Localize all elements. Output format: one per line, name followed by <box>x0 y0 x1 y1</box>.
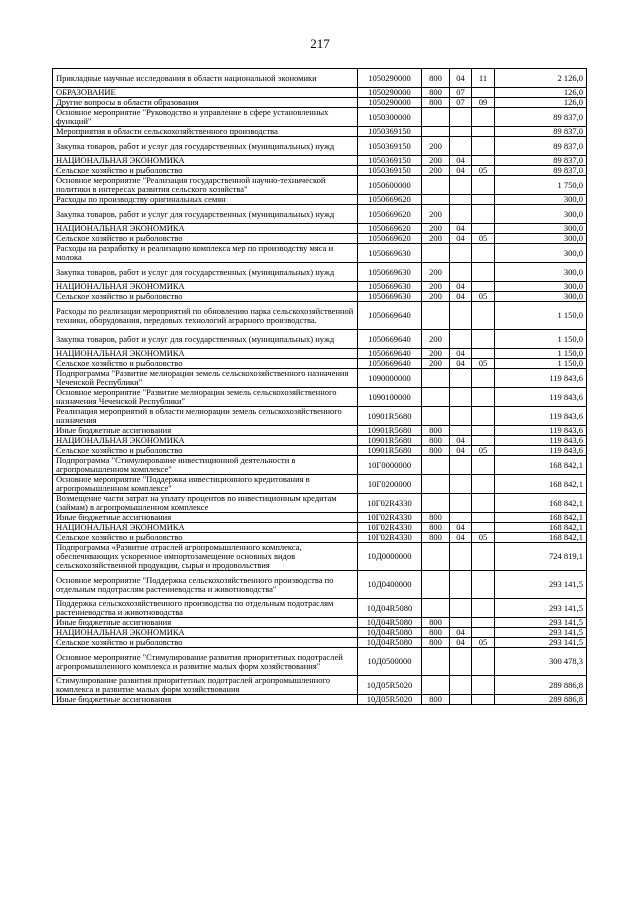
row-subsection <box>472 88 495 98</box>
row-expense-type: 800 <box>422 446 450 456</box>
row-name: Поддержка сельскохозяйственного производства по отдельным подотраслям растениеводства и животноводства <box>53 599 358 618</box>
row-subsection <box>472 369 495 388</box>
row-expense-type <box>422 244 450 263</box>
row-name: Основное мероприятие "Поддержка инвестиционного кредитования в агропромышленном комплексе" <box>53 475 358 494</box>
row-expense-type: 200 <box>422 359 450 369</box>
table-row <box>53 571 587 599</box>
row-amount: 300,0 <box>495 195 587 205</box>
row-subsection <box>472 137 495 156</box>
budget-table <box>52 68 587 705</box>
row-code: 1050369150 <box>358 137 422 156</box>
row-code: 10Г02R4330 <box>358 523 422 533</box>
row-section <box>450 137 472 156</box>
row-amount: 2 126,0 <box>495 69 587 88</box>
row-amount: 89 837,0 <box>495 108 587 127</box>
row-section <box>450 618 472 628</box>
row-expense-type <box>422 369 450 388</box>
row-code: 1050669630 <box>358 292 422 302</box>
row-name: Возмещение части затрат на уплату процентов по инвестиционным кредитам (займам) в агропромышленном комплексе <box>53 494 358 513</box>
row-amount: 168 842,1 <box>495 494 587 513</box>
table-row <box>53 436 587 446</box>
row-subsection: 05 <box>472 359 495 369</box>
row-section: 04 <box>450 292 472 302</box>
row-section <box>450 302 472 330</box>
row-expense-type: 200 <box>422 292 450 302</box>
row-section: 04 <box>450 359 472 369</box>
row-name: Основное мероприятие "Реализация государственной научно-технической политики в интересах развития сельского хозяйства" <box>53 176 358 195</box>
row-subsection <box>472 676 495 695</box>
row-section <box>450 695 472 705</box>
row-name: Закупка товаров, работ и услуг для государственных (муниципальных) нужд <box>53 263 358 282</box>
table-row <box>53 224 587 234</box>
row-section <box>450 648 472 676</box>
row-code: 1050290000 <box>358 69 422 88</box>
row-section: 04 <box>450 166 472 176</box>
row-amount: 89 837,0 <box>495 156 587 166</box>
row-expense-type <box>422 302 450 330</box>
table-row <box>53 156 587 166</box>
row-amount: 119 843,6 <box>495 436 587 446</box>
row-code: 10Д04R5080 <box>358 638 422 648</box>
row-expense-type: 200 <box>422 349 450 359</box>
row-code: 10901R5680 <box>358 436 422 446</box>
row-code: 10Г02R4330 <box>358 533 422 543</box>
row-subsection: 05 <box>472 638 495 648</box>
row-amount: 300 478,3 <box>495 648 587 676</box>
row-code: 1090000000 <box>358 369 422 388</box>
row-section <box>450 195 472 205</box>
table-row <box>53 205 587 224</box>
row-amount: 168 842,1 <box>495 523 587 533</box>
row-code: 1050669640 <box>358 349 422 359</box>
row-amount: 119 843,6 <box>495 426 587 436</box>
row-expense-type <box>422 195 450 205</box>
row-section: 04 <box>450 224 472 234</box>
row-code: 1090100000 <box>358 388 422 407</box>
row-subsection: 09 <box>472 98 495 108</box>
row-code: 1050669640 <box>358 359 422 369</box>
row-subsection <box>472 302 495 330</box>
row-code: 1050300000 <box>358 108 422 127</box>
row-code: 1050669630 <box>358 263 422 282</box>
row-code: 1050669620 <box>358 205 422 224</box>
row-section: 04 <box>450 523 472 533</box>
row-amount: 293 141,5 <box>495 638 587 648</box>
row-code: 1050669640 <box>358 302 422 330</box>
table-row <box>53 618 587 628</box>
row-amount: 1 750,0 <box>495 176 587 195</box>
row-name: Иные бюджетные ассигнования <box>53 426 358 436</box>
row-amount: 1 150,0 <box>495 349 587 359</box>
row-expense-type: 800 <box>422 523 450 533</box>
row-expense-type <box>422 407 450 426</box>
table-row <box>53 648 587 676</box>
row-section <box>450 127 472 137</box>
row-subsection <box>472 127 495 137</box>
table-row <box>53 407 587 426</box>
table-row <box>53 137 587 156</box>
row-section: 04 <box>450 533 472 543</box>
table-row <box>53 628 587 638</box>
row-section: 04 <box>450 446 472 456</box>
row-name: Иные бюджетные ассигнования <box>53 513 358 523</box>
row-code: 1050600000 <box>358 176 422 195</box>
row-expense-type: 200 <box>422 330 450 349</box>
row-amount: 289 886,8 <box>495 676 587 695</box>
table-row <box>53 359 587 369</box>
row-section: 04 <box>450 69 472 88</box>
row-code: 10Д04R5080 <box>358 618 422 628</box>
row-code: 10Д04R5080 <box>358 599 422 618</box>
row-expense-type: 200 <box>422 205 450 224</box>
row-section <box>450 388 472 407</box>
row-amount: 293 141,5 <box>495 599 587 618</box>
row-subsection <box>472 330 495 349</box>
row-expense-type <box>422 571 450 599</box>
table-row <box>53 176 587 195</box>
row-amount: 168 842,1 <box>495 533 587 543</box>
row-name: Расходы по реализации мероприятий по обновлению парка сельскохозяйственной техники, оборудования, передовых технологий аграрного производства. <box>53 302 358 330</box>
row-code: 10Д0500000 <box>358 648 422 676</box>
table-row <box>53 195 587 205</box>
row-amount: 293 141,5 <box>495 618 587 628</box>
row-subsection <box>472 282 495 292</box>
row-subsection <box>472 205 495 224</box>
row-name: НАЦИОНАЛЬНАЯ ЭКОНОМИКА <box>53 628 358 638</box>
row-amount: 289 886,8 <box>495 695 587 705</box>
row-code: 1050669620 <box>358 195 422 205</box>
row-section: 04 <box>450 628 472 638</box>
row-section <box>450 494 472 513</box>
row-section: 07 <box>450 98 472 108</box>
row-name: Подпрограмма "Развитие мелиорации земель сельскохозяйственного назначения Чеченской Республики" <box>53 369 358 388</box>
row-code: 10Г0000000 <box>358 456 422 475</box>
row-expense-type: 800 <box>422 628 450 638</box>
row-expense-type <box>422 127 450 137</box>
row-amount: 89 837,0 <box>495 127 587 137</box>
row-subsection <box>472 456 495 475</box>
row-name: Подпрограмма "Стимулирование инвестиционной деятельности в агропромышленном комплексе" <box>53 456 358 475</box>
row-subsection: 05 <box>472 234 495 244</box>
row-section <box>450 571 472 599</box>
row-amount: 89 837,0 <box>495 137 587 156</box>
row-section <box>450 407 472 426</box>
row-code: 1050669620 <box>358 224 422 234</box>
row-expense-type <box>422 676 450 695</box>
table-row <box>53 330 587 349</box>
row-expense-type <box>422 494 450 513</box>
row-code: 1050369150 <box>358 166 422 176</box>
row-name: Другие вопросы в области образования <box>53 98 358 108</box>
row-amount: 89 837,0 <box>495 166 587 176</box>
row-code: 1050669630 <box>358 282 422 292</box>
row-amount: 119 843,6 <box>495 407 587 426</box>
row-amount: 300,0 <box>495 292 587 302</box>
row-amount: 119 843,6 <box>495 446 587 456</box>
row-section <box>450 330 472 349</box>
row-amount: 293 141,5 <box>495 628 587 638</box>
row-amount: 168 842,1 <box>495 456 587 475</box>
budget-table-body <box>53 69 587 705</box>
row-expense-type: 800 <box>422 533 450 543</box>
table-row <box>53 234 587 244</box>
row-amount: 300,0 <box>495 263 587 282</box>
row-subsection <box>472 648 495 676</box>
row-subsection <box>472 156 495 166</box>
row-amount: 168 842,1 <box>495 513 587 523</box>
row-code: 10Д05R5020 <box>358 695 422 705</box>
row-amount: 168 842,1 <box>495 475 587 494</box>
table-row <box>53 108 587 127</box>
row-name: НАЦИОНАЛЬНАЯ ЭКОНОМИКА <box>53 523 358 533</box>
row-expense-type: 800 <box>422 426 450 436</box>
row-section <box>450 599 472 618</box>
row-expense-type <box>422 648 450 676</box>
table-row <box>53 638 587 648</box>
row-amount: 126,0 <box>495 98 587 108</box>
table-row <box>53 523 587 533</box>
row-name: НАЦИОНАЛЬНАЯ ЭКОНОМИКА <box>53 282 358 292</box>
row-section: 04 <box>450 156 472 166</box>
row-subsection <box>472 407 495 426</box>
table-row <box>53 426 587 436</box>
row-section <box>450 676 472 695</box>
row-code: 1050669640 <box>358 330 422 349</box>
row-expense-type: 200 <box>422 166 450 176</box>
row-subsection: 05 <box>472 292 495 302</box>
table-row <box>53 369 587 388</box>
row-code: 10901R5680 <box>358 407 422 426</box>
row-expense-type <box>422 475 450 494</box>
row-subsection <box>472 475 495 494</box>
row-name: НАЦИОНАЛЬНАЯ ЭКОНОМИКА <box>53 156 358 166</box>
table-row <box>53 244 587 263</box>
row-name: Подпрограмма «Развитие отраслей агропромышленного комплекса, обеспечивающих ускоренное импортозамещение основных видов сельскохозяйственной продукции, сырья и продовольствия <box>53 543 358 571</box>
row-name: ОБРАЗОВАНИЕ <box>53 88 358 98</box>
table-row <box>53 88 587 98</box>
row-code: 1050290000 <box>358 98 422 108</box>
row-name: НАЦИОНАЛЬНАЯ ЭКОНОМИКА <box>53 224 358 234</box>
row-code: 10Д0400000 <box>358 571 422 599</box>
row-subsection <box>472 426 495 436</box>
row-code: 10Д05R5020 <box>358 676 422 695</box>
row-subsection <box>472 599 495 618</box>
row-subsection <box>472 195 495 205</box>
row-amount: 724 819,1 <box>495 543 587 571</box>
row-subsection <box>472 349 495 359</box>
row-name: Сельское хозяйство и рыболовство <box>53 359 358 369</box>
row-name: Стимулирование развития приоритетных подотраслей агропромышленного комплекса и развитие малых форм хозяйствования <box>53 676 358 695</box>
row-expense-type: 800 <box>422 436 450 446</box>
row-name: Расходы по производству оригинальных семян <box>53 195 358 205</box>
row-section: 04 <box>450 234 472 244</box>
row-code: 1050369150 <box>358 127 422 137</box>
row-expense-type: 800 <box>422 695 450 705</box>
row-subsection <box>472 618 495 628</box>
row-expense-type: 200 <box>422 234 450 244</box>
row-name: НАЦИОНАЛЬНАЯ ЭКОНОМИКА <box>53 436 358 446</box>
table-row <box>53 98 587 108</box>
row-expense-type: 800 <box>422 88 450 98</box>
table-row <box>53 543 587 571</box>
row-name: Закупка товаров, работ и услуг для государственных (муниципальных) нужд <box>53 330 358 349</box>
table-row <box>53 69 587 88</box>
table-row <box>53 446 587 456</box>
row-subsection <box>472 224 495 234</box>
row-amount: 1 150,0 <box>495 302 587 330</box>
row-code: 10901R5680 <box>358 446 422 456</box>
row-section <box>450 543 472 571</box>
row-name: Сельское хозяйство и рыболовство <box>53 166 358 176</box>
row-expense-type <box>422 108 450 127</box>
table-row <box>53 388 587 407</box>
row-section <box>450 244 472 263</box>
row-name: Основное мероприятие "Руководство и управление в сфере установленных функций" <box>53 108 358 127</box>
row-name: Мероприятия в области сельскохозяйственного производства <box>53 127 358 137</box>
row-section: 04 <box>450 638 472 648</box>
row-name: Сельское хозяйство и рыболовство <box>53 292 358 302</box>
table-row <box>53 263 587 282</box>
row-subsection <box>472 108 495 127</box>
row-expense-type: 800 <box>422 69 450 88</box>
row-section <box>450 456 472 475</box>
row-name: Основное мероприятие "Стимулирование развития приоритетных подотраслей агропромышленного комплекса и развитие малых форм хозяйствования" <box>53 648 358 676</box>
row-amount: 126,0 <box>495 88 587 98</box>
row-expense-type <box>422 388 450 407</box>
row-name: Основное мероприятие "Развитие мелиорации земель сельскохозяйственного назначения Чеченской Республики" <box>53 388 358 407</box>
table-row <box>53 292 587 302</box>
row-name: Иные бюджетные ассигнования <box>53 695 358 705</box>
row-subsection <box>472 695 495 705</box>
row-amount: 300,0 <box>495 244 587 263</box>
row-subsection <box>472 436 495 446</box>
row-name: Закупка товаров, работ и услуг для государственных (муниципальных) нужд <box>53 137 358 156</box>
row-amount: 119 843,6 <box>495 369 587 388</box>
row-expense-type: 200 <box>422 156 450 166</box>
row-expense-type: 200 <box>422 263 450 282</box>
row-amount: 300,0 <box>495 234 587 244</box>
row-code: 1050669630 <box>358 244 422 263</box>
row-subsection <box>472 244 495 263</box>
table-row <box>53 475 587 494</box>
row-subsection <box>472 494 495 513</box>
row-name: Основное мероприятие "Поддержка сельскохозяйственного производства по отдельным подотраслям растениеводства и животноводства" <box>53 571 358 599</box>
table-row <box>53 302 587 330</box>
row-code: 10Г02R4330 <box>358 494 422 513</box>
table-row <box>53 513 587 523</box>
row-expense-type <box>422 176 450 195</box>
row-expense-type <box>422 599 450 618</box>
row-name: Иные бюджетные ассигнования <box>53 618 358 628</box>
row-amount: 119 843,6 <box>495 388 587 407</box>
row-code: 10Д0000000 <box>358 543 422 571</box>
table-row <box>53 695 587 705</box>
row-name: Сельское хозяйство и рыболовство <box>53 533 358 543</box>
row-subsection: 05 <box>472 446 495 456</box>
row-code: 1050669620 <box>358 234 422 244</box>
row-expense-type <box>422 543 450 571</box>
table-row <box>53 456 587 475</box>
row-expense-type: 800 <box>422 513 450 523</box>
row-name: Реализация мероприятий в области мелиорации земель сельскохозяйственного назначения <box>53 407 358 426</box>
row-section: 07 <box>450 88 472 98</box>
row-code: 10Д04R5080 <box>358 628 422 638</box>
row-name: НАЦИОНАЛЬНАЯ ЭКОНОМИКА <box>53 349 358 359</box>
row-section <box>450 475 472 494</box>
row-subsection <box>472 176 495 195</box>
table-row <box>53 599 587 618</box>
table-row <box>53 166 587 176</box>
row-subsection <box>472 513 495 523</box>
row-subsection <box>472 543 495 571</box>
row-subsection <box>472 263 495 282</box>
row-amount: 300,0 <box>495 224 587 234</box>
row-section <box>450 205 472 224</box>
row-section <box>450 426 472 436</box>
row-section <box>450 176 472 195</box>
row-expense-type: 200 <box>422 137 450 156</box>
table-row <box>53 494 587 513</box>
page-number: 217 <box>310 36 330 51</box>
row-subsection <box>472 523 495 533</box>
row-name: Закупка товаров, работ и услуг для государственных (муниципальных) нужд <box>53 205 358 224</box>
row-code: 1050290000 <box>358 88 422 98</box>
row-subsection <box>472 628 495 638</box>
row-section: 04 <box>450 436 472 446</box>
row-expense-type: 200 <box>422 224 450 234</box>
row-subsection <box>472 388 495 407</box>
row-amount: 293 141,5 <box>495 571 587 599</box>
row-expense-type: 200 <box>422 282 450 292</box>
row-expense-type: 800 <box>422 638 450 648</box>
row-code: 1050369150 <box>358 156 422 166</box>
row-expense-type <box>422 456 450 475</box>
row-subsection: 11 <box>472 69 495 88</box>
row-code: 10Г0200000 <box>358 475 422 494</box>
row-amount: 1 150,0 <box>495 359 587 369</box>
row-section <box>450 263 472 282</box>
row-section: 04 <box>450 282 472 292</box>
row-amount: 1 150,0 <box>495 330 587 349</box>
row-name: Сельское хозяйство и рыболовство <box>53 638 358 648</box>
table-row <box>53 676 587 695</box>
row-expense-type: 800 <box>422 618 450 628</box>
row-section <box>450 513 472 523</box>
table-row <box>53 282 587 292</box>
row-subsection <box>472 571 495 599</box>
row-section: 04 <box>450 349 472 359</box>
row-amount: 300,0 <box>495 205 587 224</box>
row-subsection: 05 <box>472 166 495 176</box>
row-expense-type: 800 <box>422 98 450 108</box>
row-code: 10901R5680 <box>358 426 422 436</box>
row-section <box>450 369 472 388</box>
row-name: Расходы на разработку и реализацию комплекса мер по производству мяса и молока <box>53 244 358 263</box>
row-section <box>450 108 472 127</box>
row-name: Сельское хозяйство и рыболовство <box>53 234 358 244</box>
row-amount: 300,0 <box>495 282 587 292</box>
row-code: 10Г02R4330 <box>358 513 422 523</box>
row-subsection: 05 <box>472 533 495 543</box>
table-row <box>53 533 587 543</box>
table-row <box>53 349 587 359</box>
table-row <box>53 127 587 137</box>
row-name: Прикладные научные исследования в области национальной экономики <box>53 69 358 88</box>
row-name: Сельское хозяйство и рыболовство <box>53 446 358 456</box>
